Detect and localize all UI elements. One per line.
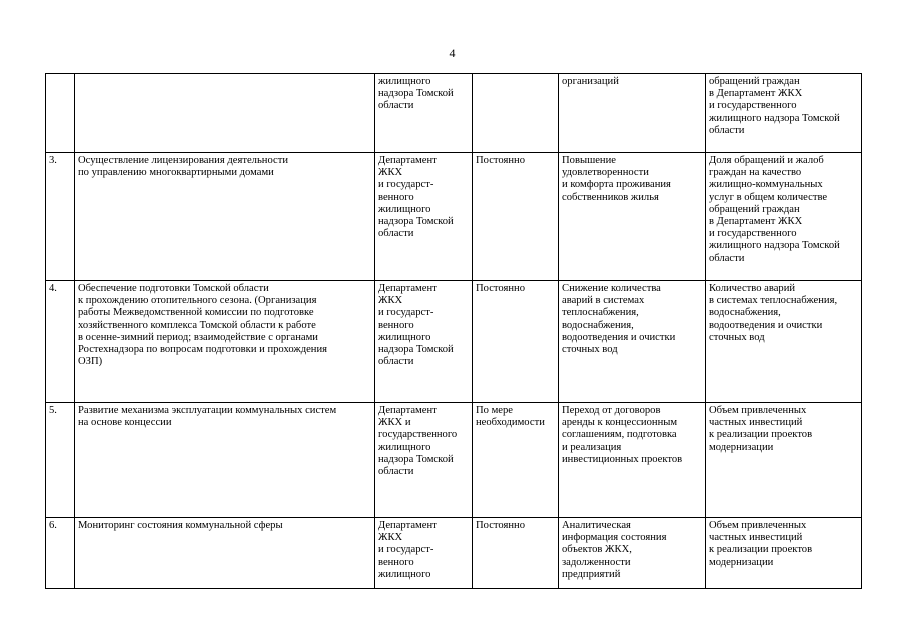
measures-table	[45, 73, 862, 589]
executor-cell: жилищного надзора Томской области	[375, 74, 473, 153]
executor-cell: Департамент ЖКХ и государст- венного жилищного надзора Томской области	[375, 153, 473, 281]
term-cell: Постоянно	[473, 153, 559, 281]
executor-cell: Департамент ЖКХ и государст- венного жилищного	[375, 518, 473, 589]
activity-cell: Обеспечение подготовки Томской области к прохождению отопительного сезона. (Организация работы Межведомственной комиссии по подготовке хозяйственного комплекса Томской области к работе в осенне-зимний период; взаимодействие с органами Ростехнадзора по вопросам подготовки и прохождения ОЗП)	[75, 281, 375, 403]
activity-cell	[75, 74, 375, 153]
term-cell	[473, 74, 559, 153]
indicator-cell: Объем привлеченных частных инвестиций к реализации проектов модернизации	[706, 518, 862, 589]
table-row	[46, 281, 862, 403]
result-cell: Аналитическая информация состояния объектов ЖКХ, задолженности предприятий	[559, 518, 706, 589]
table-row	[46, 518, 862, 589]
activity-cell: Мониторинг состояния коммунальной сферы	[75, 518, 375, 589]
result-cell: Повышение удовлетворенности и комфорта проживания собственников жилья	[559, 153, 706, 281]
row-number: 6.	[46, 518, 75, 589]
result-cell: Переход от договоров аренды к концессионным соглашениям, подготовка и реализация инвестиционных проектов	[559, 403, 706, 518]
term-cell: По мере необходимости	[473, 403, 559, 518]
indicator-cell: Объем привлеченных частных инвестиций к реализации проектов модернизации	[706, 403, 862, 518]
table-row	[46, 153, 862, 281]
activity-cell: Осуществление лицензирования деятельности по управлению многоквартирными домами	[75, 153, 375, 281]
row-number: 5.	[46, 403, 75, 518]
table-row	[46, 74, 862, 153]
indicator-cell: обращений граждан в Департамент ЖКХ и государственного жилищного надзора Томской области	[706, 74, 862, 153]
executor-cell: Департамент ЖКХ и государственного жилищного надзора Томской области	[375, 403, 473, 518]
activity-cell: Развитие механизма эксплуатации коммунальных систем на основе концессии	[75, 403, 375, 518]
row-number	[46, 74, 75, 153]
table-row	[46, 403, 862, 518]
term-cell: Постоянно	[473, 281, 559, 403]
row-number: 4.	[46, 281, 75, 403]
row-number: 3.	[46, 153, 75, 281]
indicator-cell: Количество аварий в системах теплоснабжения, водоснабжения, водоотведения и очистки сточных вод	[706, 281, 862, 403]
executor-cell: Департамент ЖКХ и государст- венного жилищного надзора Томской области	[375, 281, 473, 403]
result-cell: организаций	[559, 74, 706, 153]
indicator-cell: Доля обращений и жалоб граждан на качество жилищно-коммунальных услуг в общем количестве обращений граждан в Департамент ЖКХ и государственного жилищного надзора Томской области	[706, 153, 862, 281]
term-cell: Постоянно	[473, 518, 559, 589]
page-number: 4	[449, 46, 456, 60]
result-cell: Снижение количества аварий в системах теплоснабжения, водоснабжения, водоотведения и очистки сточных вод	[559, 281, 706, 403]
